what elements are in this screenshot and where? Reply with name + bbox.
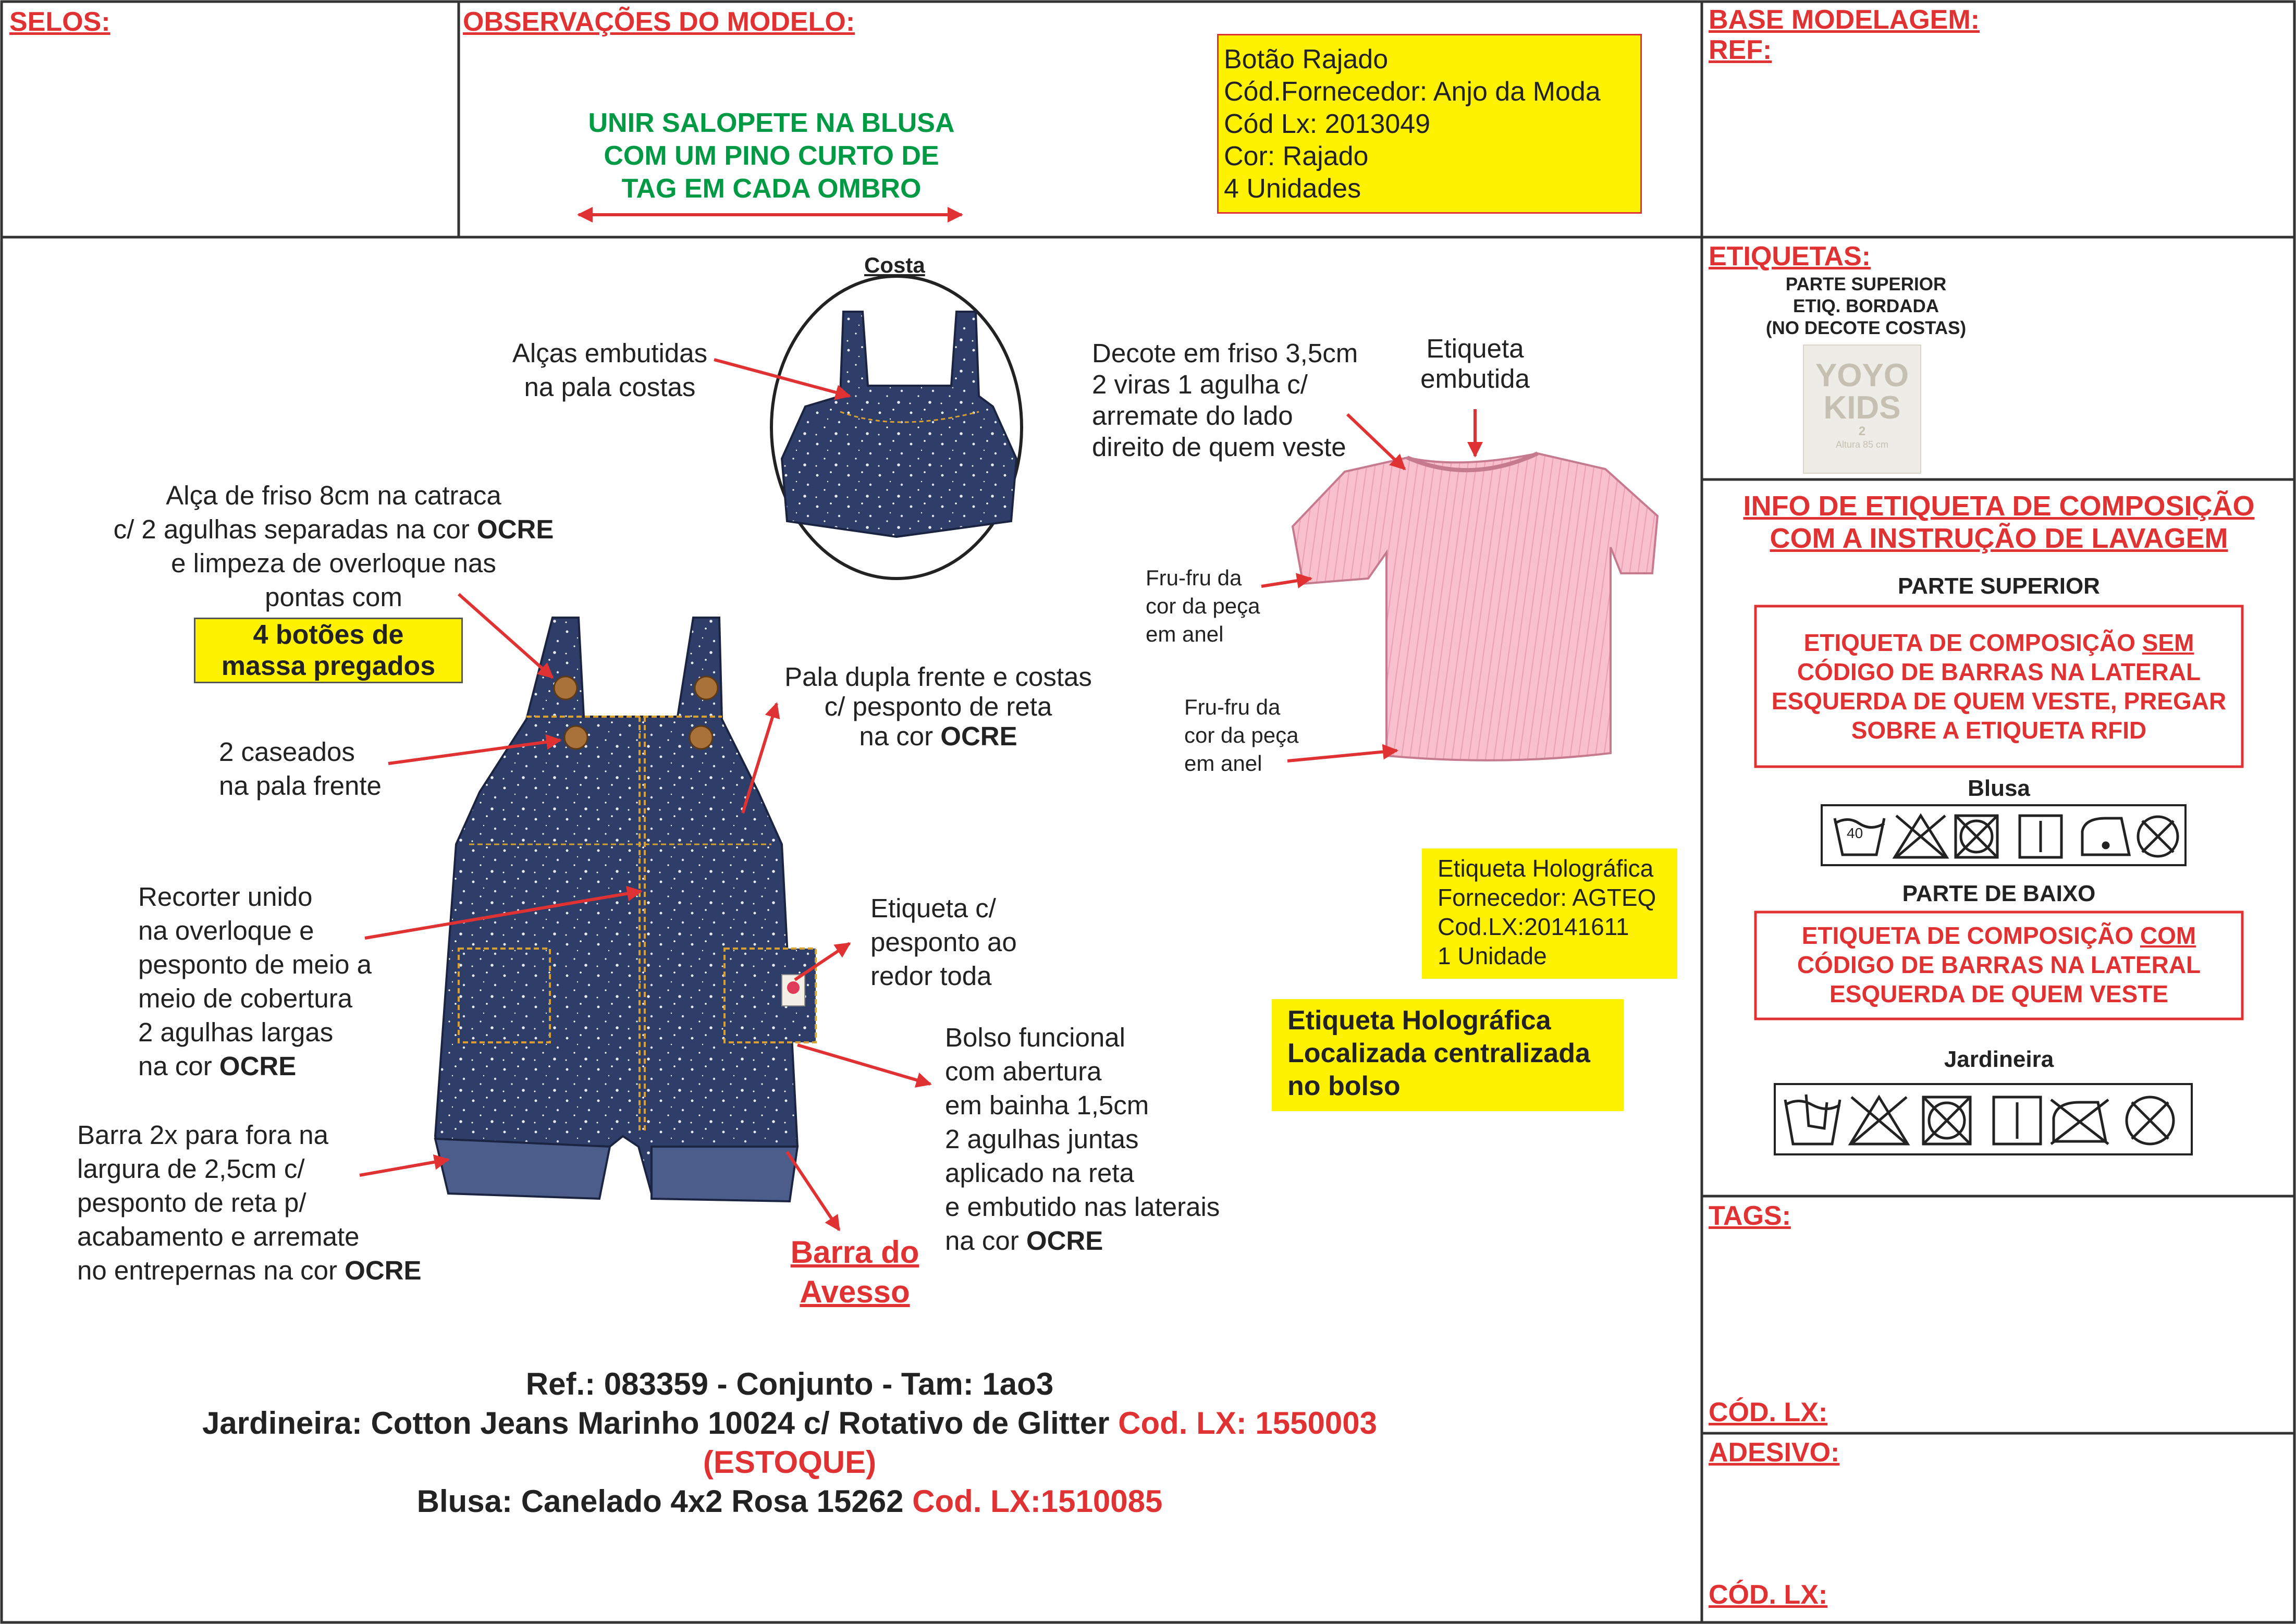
note-line: Barra do xyxy=(790,1235,919,1270)
label-brand-text xyxy=(1803,360,1921,450)
note-line: c/ 2 agulhas separadas na cor xyxy=(113,514,477,544)
note-line: Recorter unido xyxy=(138,882,313,912)
note-line: Etiqueta xyxy=(1426,334,1524,363)
button-spec-box xyxy=(1217,34,1642,214)
etiqueta-pesponto-note xyxy=(870,891,1017,993)
observation-green-text xyxy=(552,107,990,205)
obs-line: UNIR SALOPETE NA BLUSA xyxy=(588,108,955,138)
composicao-sem-box xyxy=(1755,628,2242,745)
recorte-note xyxy=(138,880,372,1083)
parte-baixo-label: PARTE DE BAIXO xyxy=(1902,881,2096,906)
note-line: Pala dupla frente e costas xyxy=(784,662,1092,692)
tags-header: TAGS: xyxy=(1709,1201,1791,1231)
botoes-line: massa pregados xyxy=(221,651,436,681)
note-line: na cor xyxy=(138,1051,219,1081)
bolso-note xyxy=(945,1020,1220,1258)
cod-lx-adesivo: CÓD. LX: xyxy=(1709,1580,1828,1610)
label-fine: Altura 85 cm xyxy=(1835,439,1889,450)
ocre-text: OCRE xyxy=(1026,1226,1103,1256)
note-line: redor toda xyxy=(870,961,992,991)
note-line: na overloque e xyxy=(138,916,314,945)
care-symbols-jardineira xyxy=(1775,1084,2192,1154)
frufru-note-2 xyxy=(1184,693,1298,778)
note-line: 2 agulhas largas xyxy=(138,1017,334,1047)
note-line: pesponto de meio a xyxy=(138,950,372,979)
button-spec-line: 4 Unidades xyxy=(1224,174,1361,204)
holo-line: Fornecedor: AGTEQ xyxy=(1438,884,1656,911)
label-size: 2 xyxy=(1858,424,1866,438)
sem-line-start: ETIQUETA DE COMPOSIÇÃO xyxy=(1803,629,2142,656)
button-spec-line: Botão Rajado xyxy=(1224,44,1389,75)
note-line: Fru-fru da xyxy=(1184,695,1281,719)
note-line: e limpeza de overloque nas xyxy=(171,548,496,578)
note-line: pesponto de reta p/ xyxy=(77,1188,306,1217)
note-line: com abertura xyxy=(945,1056,1102,1086)
note-line: 2 agulhas juntas xyxy=(945,1124,1139,1154)
holo-loc-line: Localizada centralizada xyxy=(1287,1038,1590,1068)
note-line: Alças embutidas xyxy=(512,338,708,368)
etiqueta-embutida-note xyxy=(1407,334,1543,394)
footer-estoque: (ESTOQUE) xyxy=(703,1445,877,1480)
caption-line: ETIQ. BORDADA xyxy=(1793,296,1939,316)
wash-temp: 40 xyxy=(1847,825,1863,841)
label-caption xyxy=(1736,274,1996,339)
note-line: meio de cobertura xyxy=(138,983,353,1013)
note-line: na pala costas xyxy=(524,372,696,402)
holo-line: Cod.LX:20141611 xyxy=(1438,913,1629,940)
tshirt-view xyxy=(1293,453,1657,760)
barra-avesso-note xyxy=(771,1233,938,1312)
note-line: pesponto ao xyxy=(870,927,1017,957)
jardineira-label: Jardineira xyxy=(1944,1047,2054,1072)
obs-line: TAG EM CADA OMBRO xyxy=(621,174,922,204)
note-line: Fru-fru da xyxy=(1146,565,1242,590)
ocre-text: OCRE xyxy=(477,514,554,544)
selos-header: SELOS: xyxy=(9,7,110,37)
note-line: embutida xyxy=(1420,364,1530,393)
note-line: Avesso xyxy=(800,1274,910,1309)
holo-spec-box xyxy=(1422,848,1677,979)
button-spec-line: Cor: Rajado xyxy=(1224,141,1369,171)
holo-loc-line: no bolso xyxy=(1287,1071,1401,1101)
footer-jardineira-cod: Cod. LX: 1550003 xyxy=(1118,1406,1377,1441)
info-composicao-title xyxy=(1704,490,2293,555)
caption-line: PARTE SUPERIOR xyxy=(1785,274,1947,294)
ocre-text: OCRE xyxy=(345,1256,422,1285)
note-line: na cor xyxy=(945,1226,1026,1256)
button-icon xyxy=(564,726,587,749)
base-modelagem-header: BASE MODELAGEM: xyxy=(1709,5,1980,35)
overall-back-view xyxy=(771,276,1022,579)
note-line: cor da peça xyxy=(1184,723,1299,747)
sem-line: SOBRE A ETIQUETA RFID xyxy=(1851,717,2147,744)
com-line: ESQUERDA DE QUEM VESTE xyxy=(1829,980,2169,1007)
note-line: na cor xyxy=(859,721,941,751)
note-line: em anel xyxy=(1184,751,1262,776)
footer-spec xyxy=(21,1364,1558,1521)
button-spec-line: Cód.Fornecedor: Anjo da Moda xyxy=(1224,77,1601,107)
note-line: Alça de friso 8cm na catraca xyxy=(166,481,501,510)
composicao-com-box xyxy=(1755,921,2242,1008)
footer-blusa-line: Blusa: Canelado 4x2 Rosa 15262 xyxy=(416,1484,913,1519)
note-line: Barra 2x para fora na xyxy=(77,1120,328,1150)
info-title-line: COM A INSTRUÇÃO DE LAVAGEM xyxy=(1770,523,2228,554)
cod-lx-tags: CÓD. LX: xyxy=(1709,1397,1828,1428)
ocre-text: OCRE xyxy=(940,721,1017,751)
button-spec-line: Cód Lx: 2013049 xyxy=(1224,109,1431,139)
note-line: 2 viras 1 agulha c/ xyxy=(1092,370,1308,399)
holo-location-box xyxy=(1272,999,1624,1111)
note-line: cor da peça xyxy=(1146,594,1260,618)
note-line: 2 caseados xyxy=(219,737,355,767)
note-line: Decote em friso 3,5cm xyxy=(1092,338,1358,368)
button-icon xyxy=(690,726,713,749)
botoes-box xyxy=(194,618,463,683)
note-line: largura de 2,5cm c/ xyxy=(77,1154,305,1184)
costa-title: Costa xyxy=(864,253,925,277)
note-line: pontas com xyxy=(265,582,402,612)
note-line: c/ pesponto de reta xyxy=(824,692,1052,721)
note-line: em bainha 1,5cm xyxy=(945,1090,1149,1120)
note-line: na pala frente xyxy=(219,771,382,801)
note-line: e embutido nas laterais xyxy=(945,1192,1220,1222)
note-line: aplicado na reta xyxy=(945,1158,1134,1188)
footer-ref-line: Ref.: 083359 - Conjunto - Tam: 1ao3 xyxy=(525,1367,1054,1401)
note-line: Etiqueta c/ xyxy=(870,893,996,923)
holo-line: Etiqueta Holográfica xyxy=(1438,855,1654,882)
caption-line: (NO DECOTE COSTAS) xyxy=(1765,318,1967,338)
note-line: Bolso funcional xyxy=(945,1023,1125,1052)
com-keyword: COM xyxy=(2140,922,2196,949)
note-line: no entrepernas na cor xyxy=(77,1256,345,1285)
observacoes-header: OBSERVAÇÕES DO MODELO: xyxy=(463,7,855,37)
brand-line: KIDS xyxy=(1823,390,1901,426)
alca-friso-note xyxy=(68,478,599,614)
holo-line: 1 Unidade xyxy=(1438,942,1547,969)
adesivo-header: ADESIVO: xyxy=(1709,1437,1840,1468)
holo-loc-line: Etiqueta Holográfica xyxy=(1287,1005,1551,1036)
obs-line: COM UM PINO CURTO DE xyxy=(604,141,939,171)
sem-keyword: SEM xyxy=(2142,629,2194,656)
com-line: CÓDIGO DE BARRAS NA LATERAL xyxy=(1797,951,2201,978)
ocre-text: OCRE xyxy=(219,1051,297,1081)
brand-line: YOYO xyxy=(1815,358,1909,393)
etiquetas-header: ETIQUETAS: xyxy=(1709,241,1871,272)
button-icon xyxy=(695,676,718,699)
info-title-line: INFO DE ETIQUETA DE COMPOSIÇÃO xyxy=(1743,490,2255,522)
sem-line: CÓDIGO DE BARRAS NA LATERAL xyxy=(1797,658,2201,685)
com-line-start: ETIQUETA DE COMPOSIÇÃO xyxy=(1801,922,2140,949)
button-icon xyxy=(554,676,577,699)
note-line: direito de quem veste xyxy=(1092,432,1346,462)
ref-header: REF: xyxy=(1709,35,1772,65)
barra-note xyxy=(77,1118,422,1287)
sem-line: ESQUERDA DE QUEM VESTE, PREGAR xyxy=(1771,687,2227,715)
caseados-note xyxy=(219,735,382,803)
note-line: acabamento e arremate xyxy=(77,1222,360,1251)
blusa-label: Blusa xyxy=(1968,776,2030,801)
care-symbols-blusa xyxy=(1822,805,2186,865)
footer-jardineira-line: Jardineira: Cotton Jeans Marinho 10024 c/ Rotativo de Glitter xyxy=(202,1406,1119,1441)
parte-superior-label: PARTE SUPERIOR xyxy=(1898,573,2100,599)
pala-note xyxy=(751,662,1126,751)
note-line: em anel xyxy=(1146,622,1224,646)
note-line: arremate do lado xyxy=(1092,401,1293,430)
frufru-note-1 xyxy=(1146,564,1260,648)
decote-note xyxy=(1092,338,1358,463)
footer-blusa-cod: Cod. LX:1510085 xyxy=(912,1484,1163,1519)
botoes-line: 4 botões de xyxy=(253,620,404,650)
alcas-note xyxy=(480,336,740,404)
